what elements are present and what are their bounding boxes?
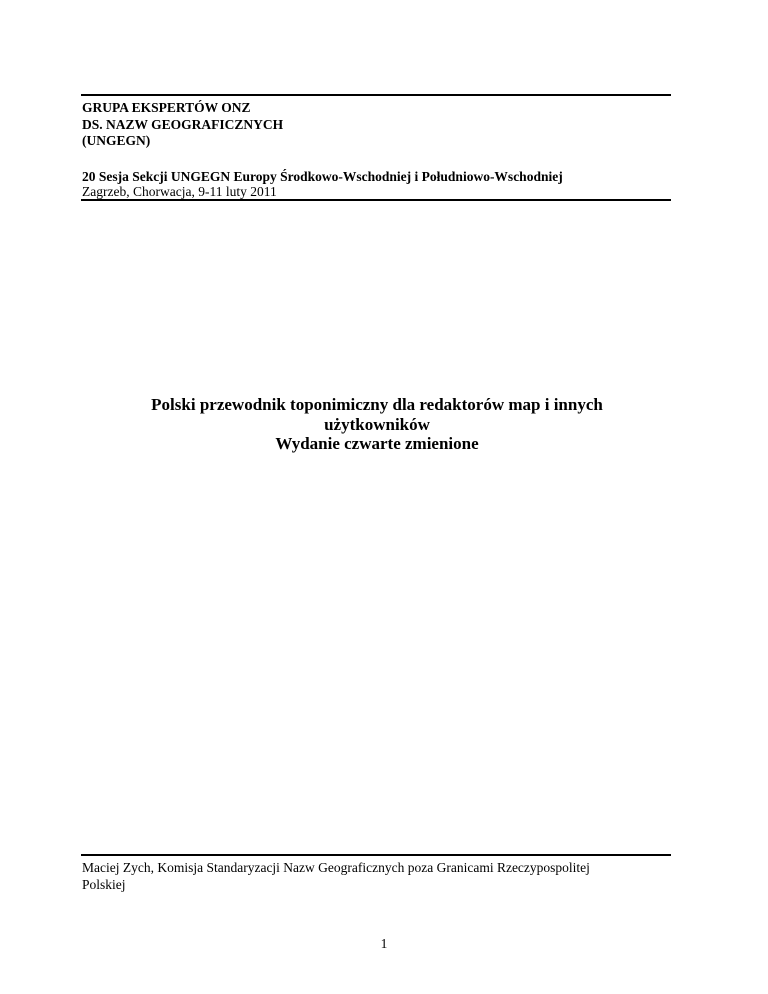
footer-horizontal-rule xyxy=(81,854,671,856)
session-place-date: Zagrzeb, Chorwacja, 9-11 luty 2011 xyxy=(82,184,277,199)
document-title-line-1: Polski przewodnik toponimiczny dla redaktorów map i innych xyxy=(151,395,603,414)
document-title-line-2: użytkowników xyxy=(324,414,430,434)
document-subtitle: Wydanie czwarte zmienione xyxy=(275,434,479,453)
org-name-line-1: GRUPA EKSPERTÓW ONZ xyxy=(82,100,251,115)
header-bottom-rule xyxy=(81,199,671,201)
session-title: 20 Sesja Sekcji UNGEGN Europy Środkowo-Wschodniej i Południowo-Wschodniej xyxy=(82,169,563,184)
top-horizontal-rule xyxy=(81,94,671,96)
document-title xyxy=(82,395,672,454)
organization-header xyxy=(82,100,672,150)
author-line-1: Maciej Zych, Komisja Standaryzacji Nazw Geograficznych poza Granicami Rzeczypospolitej xyxy=(82,860,590,875)
page-number: 1 xyxy=(380,936,388,951)
org-name-line-2: DS. NAZW GEOGRAFICZNYCH xyxy=(82,116,284,132)
author-line-2: Polskiej xyxy=(82,876,126,892)
org-name-line-3: (UNGEGN) xyxy=(82,133,151,148)
author-affiliation xyxy=(82,860,682,893)
